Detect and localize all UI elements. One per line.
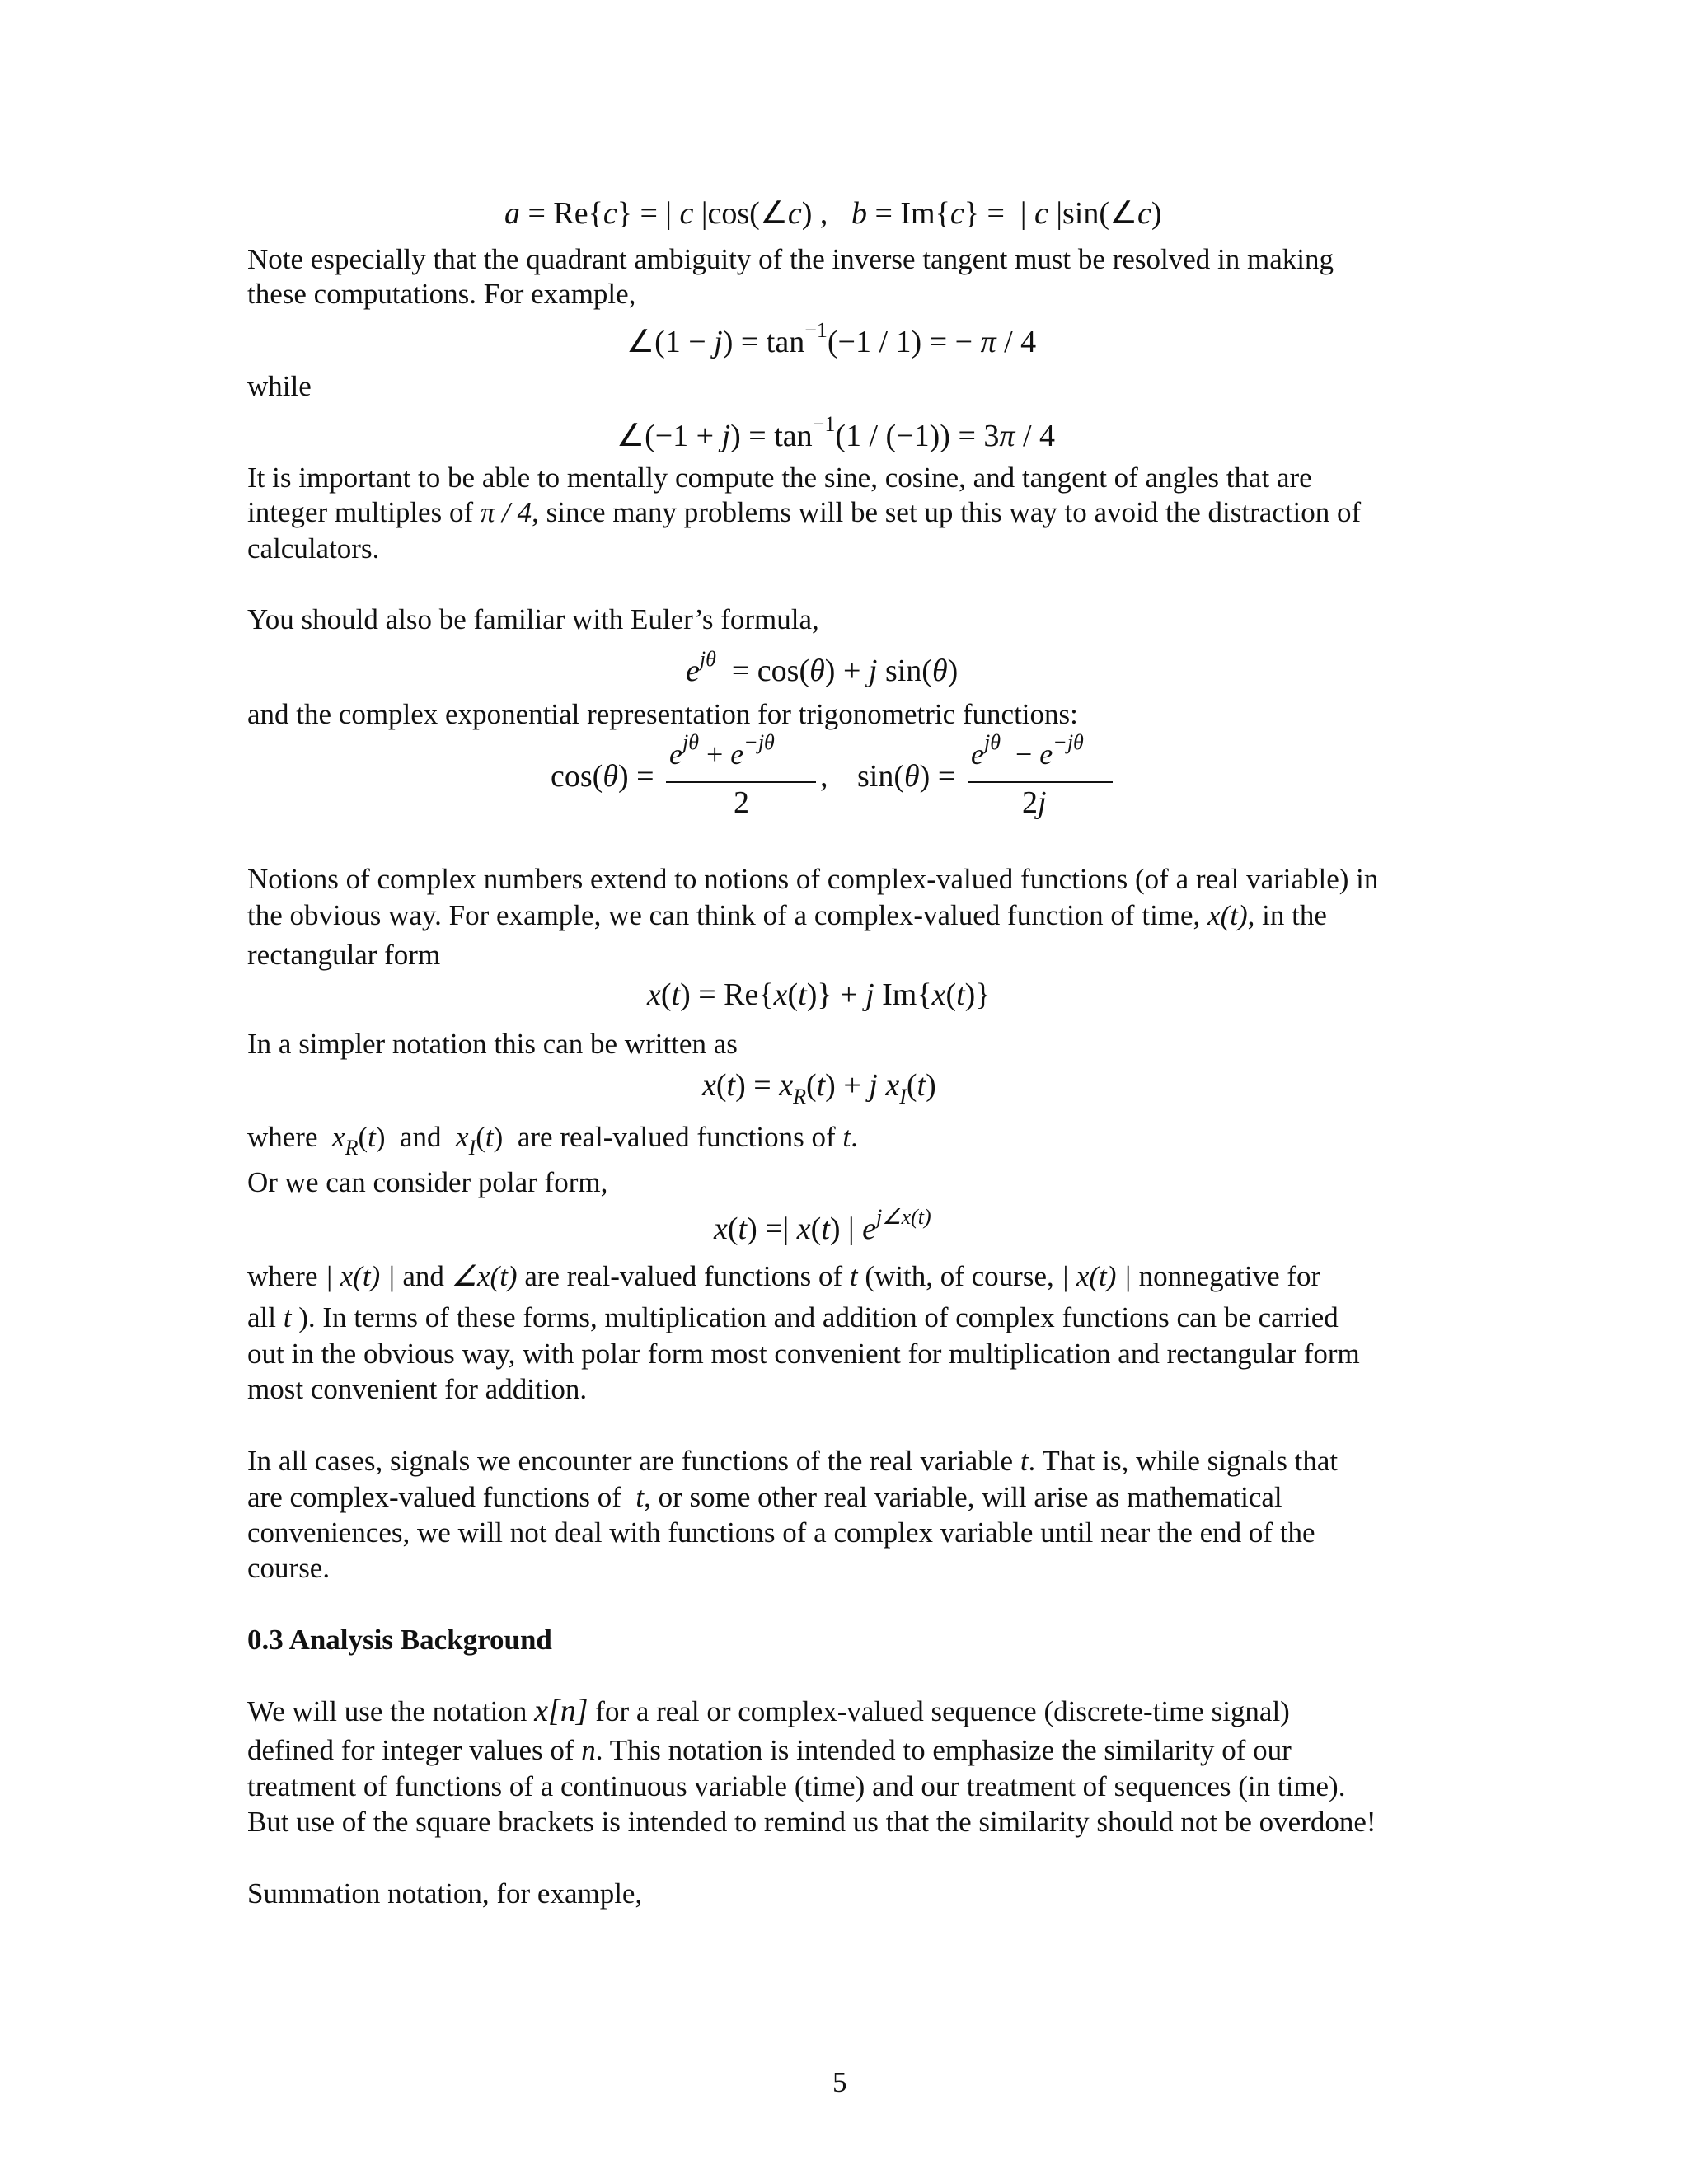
math-inline: t (1020, 1445, 1029, 1477)
paragraph-line: and the complex exponential representation for trigonometric functions: (247, 698, 1078, 730)
equation-angle-2: ∠(−1 + $j) = \tan^{-1}(1 / (-1)) = 3\pi / 4$ (617, 412, 1055, 453)
paragraph-line (247, 1479, 1282, 1516)
text-segment: ). In terms of these forms, multiplication and addition of complex functions can be carried (298, 1301, 1339, 1333)
paragraph-line: out in the obvious way, with polar form most convenient for multiplication and rectangular form (247, 1338, 1360, 1370)
equation-euler: $e^{j\theta} = \cos(\theta) + j$ sin(θ) (686, 647, 959, 688)
paragraph-line: It is important to be able to mentally compute the sine, cosine, and tangent of angles that are (247, 462, 1312, 494)
paragraph-line: Or we can consider polar form, (247, 1166, 608, 1198)
equation-sin-denominator: 2j (1022, 785, 1047, 820)
paragraph-line: calculators. (247, 532, 380, 565)
text-segment: , since many problems will be set up this way to avoid the distraction of (532, 496, 1362, 528)
paragraph-line: treatment of functions of a continuous variable (time) and our treatment of sequences (in time). (247, 1770, 1346, 1802)
comma: , (820, 759, 828, 794)
math-inline: π / 4 (480, 496, 532, 528)
text-segment: the obvious way. For example, we can think of a complex-valued function of time, (247, 899, 1201, 931)
equation-simple-form: $x(t) = x_R(t) + j$ $x_I(t)$ (702, 1068, 936, 1108)
text-segment: nonnegative for (1138, 1260, 1321, 1292)
text-segment: for a real or complex-valued sequence (discrete-time signal) (595, 1695, 1290, 1727)
math-inline: ∠x(t) (451, 1260, 518, 1292)
math-inline: | x(t) | (1061, 1260, 1132, 1292)
fraction-bar (968, 781, 1113, 783)
text-segment: (with, of course, (865, 1260, 1054, 1292)
text-segment: We will use the notation (247, 1695, 528, 1727)
paragraph-line: course. (247, 1552, 331, 1584)
section-heading: 0.3 Analysis Background (247, 1624, 552, 1656)
equation-angle-1: ∠(1 − $j) = \tan^{-1}(-1 / 1)$ = − π / 4 (626, 318, 1037, 359)
paragraph-line: But use of the square brackets is intended to remind us that the similarity should not be overdone! (247, 1806, 1376, 1838)
math-inline: t (849, 1260, 858, 1292)
paragraph-line: Note especially that the quadrant ambiguity of the inverse tangent must be resolved in making (247, 243, 1334, 275)
text-segment: where (247, 1260, 318, 1292)
math-inline: x[n] (534, 1694, 588, 1728)
equation-polar-form: x(t) =| x(t) | $e^{j\angle x(t)}$ (714, 1205, 931, 1246)
math-inline: t (635, 1481, 645, 1513)
text-segment: are real-valued functions of (524, 1260, 843, 1292)
math-inline: t (283, 1301, 292, 1333)
paragraph-line: Summation notation, for example, (247, 1877, 643, 1910)
text-segment: , in the (1247, 899, 1327, 931)
math-inline: x(t) (1207, 899, 1248, 931)
text-segment: In all cases, signals we encounter are functions of the real variable (247, 1445, 1014, 1477)
equation-sin-numerator: $e^{j\theta} - e^{-j\theta}$ (971, 730, 1084, 771)
paragraph-line (247, 1693, 1290, 1730)
text-segment: all (247, 1301, 276, 1333)
paragraph-line: these computations. For example, (247, 278, 636, 310)
equation-sin-lhs: sin(θ) = (857, 759, 956, 794)
math-inline: $x_R$ (332, 1121, 359, 1160)
paragraph-line (247, 1258, 1320, 1295)
equation-cos-lhs: cos(θ) = (551, 759, 654, 794)
paragraph-line: You should also be familiar with Euler’s formula, (247, 603, 819, 635)
text-segment: are complex-valued functions of (247, 1481, 621, 1513)
math-inline: | x(t) | (325, 1260, 396, 1292)
paragraph-line: Notions of complex numbers extend to notions of complex-valued functions (of a real variable) in (247, 863, 1379, 895)
paragraph-line: conveniences, we will not deal with functions of a complex variable until near the end of the (247, 1516, 1315, 1549)
math-inline: t (842, 1121, 851, 1153)
equation-ab-polar: a = Re{c} = | c |cos(∠c) , b = Im{c} = | c |sin(∠c) (504, 196, 1162, 231)
text-segment: and (400, 1121, 442, 1153)
text-segment: integer multiples of (247, 496, 474, 528)
text-segment: . That is, while signals that (1028, 1445, 1339, 1477)
equation-rect-form: x(t) = Re{x(t)} + j Im{x(t)} (647, 977, 991, 1012)
paragraph-line: where $x_R(t)$ and $x_I(t)$ are real-valued functions of t. (247, 1121, 858, 1160)
text-segment: . This notation is intended to emphasize the similarity of our (595, 1734, 1292, 1766)
paragraph-line: In a simpler notation this can be written as (247, 1028, 738, 1060)
paragraph-line: most convenient for addition. (247, 1373, 588, 1405)
page-number: 5 (832, 2066, 847, 2098)
paragraph-line: rectangular form (247, 939, 441, 971)
paragraph-line (247, 898, 1327, 934)
fraction-bar (666, 781, 816, 783)
math-inline: n (581, 1734, 596, 1766)
paragraph-line (247, 1300, 1339, 1336)
math-inline: $x_I$ (456, 1121, 476, 1160)
text-segment: are real-valued functions of (517, 1121, 836, 1153)
paragraph-line (247, 1732, 1292, 1769)
equation-cos-denominator: 2 (734, 785, 749, 820)
text-segment: where (247, 1121, 318, 1153)
paragraph-line (247, 1443, 1338, 1479)
equation-cos-numerator: $e^{j\theta} + e^{-j\theta}$ (669, 730, 775, 771)
paragraph-line (247, 494, 1361, 531)
text-segment: , or some other real variable, will arise as mathematical (644, 1481, 1282, 1513)
text-segment: and (402, 1260, 444, 1292)
paragraph-line: while (247, 370, 312, 402)
text-segment: defined for integer values of (247, 1734, 574, 1766)
